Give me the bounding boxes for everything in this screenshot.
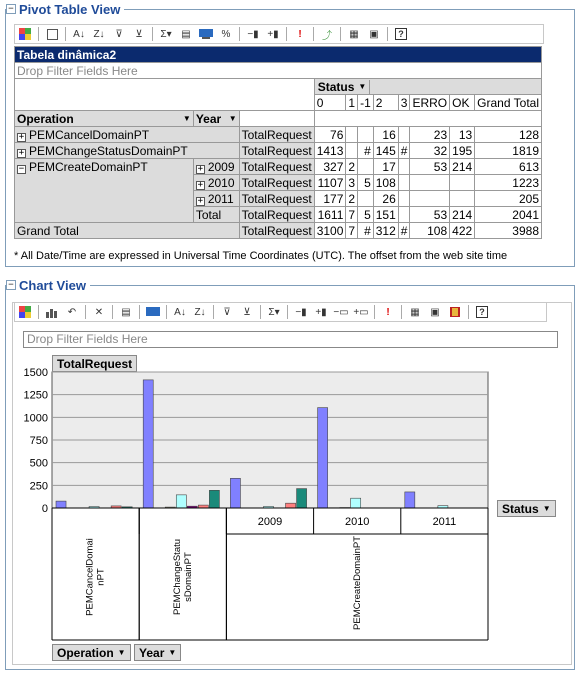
value-cell: 76 (314, 127, 346, 143)
properties-icon[interactable]: ▣ (430, 306, 440, 318)
value-cell (358, 191, 374, 207)
operation-tick-label: PEMCancelDomainPT (84, 538, 107, 616)
year-tick-label: 2011 (432, 516, 457, 528)
measure-cell: TotalRequest (239, 223, 314, 239)
section-title: Chart View (19, 277, 86, 293)
expand-icon[interactable]: − (18, 163, 25, 174)
expand-icon: + (197, 195, 204, 206)
show-as-icon[interactable]: % (221, 28, 231, 40)
value-cell: 5 (358, 175, 374, 191)
value-cell (398, 207, 410, 223)
value-cell: 195 (450, 143, 475, 159)
y-tick-label: 1000 (23, 412, 48, 425)
value-cell (358, 127, 374, 143)
refresh-icon[interactable]: ! (386, 306, 390, 318)
value-cell: 145 (373, 143, 398, 159)
year-cell[interactable]: + 2010 (193, 175, 239, 191)
chevron-down-icon: ▼ (182, 114, 191, 123)
pivot-section-header (6, 1, 124, 17)
pivot-table (14, 46, 542, 239)
expand-icon: + (197, 179, 204, 190)
status-column-header[interactable]: -1 (358, 95, 374, 111)
value-cell (398, 175, 410, 191)
y-tick-label: 0 (41, 503, 48, 515)
measure-cell: TotalRequest (239, 127, 314, 143)
value-cell: 32 (410, 143, 450, 159)
autofilter-icon[interactable]: ⊽ (223, 306, 231, 318)
value-cell: # (398, 223, 410, 239)
value-cell (398, 191, 410, 207)
operation-axis-button[interactable]: Operation ▼ (52, 644, 131, 661)
status-column-header[interactable]: OK (450, 95, 475, 111)
value-cell: 1611 (314, 207, 346, 223)
pivot-toolbar (14, 24, 544, 44)
measure-cell: TotalRequest (239, 175, 314, 191)
grand-total-row (15, 223, 542, 239)
expand-icon[interactable]: +▮ (315, 306, 327, 318)
chevron-down-icon: ▼ (117, 648, 126, 657)
chart-drop-filter-zone[interactable]: Drop Filter Fields Here (23, 331, 558, 348)
value-cell: 26 (373, 191, 398, 207)
chevron-down-icon: ▼ (228, 114, 237, 123)
autofilter-icon[interactable]: ⊽ (115, 28, 123, 40)
status-column-header[interactable]: 3 (398, 95, 410, 111)
operation-cell[interactable] (15, 159, 194, 175)
value-cell: 108 (410, 223, 450, 239)
value-cell (358, 159, 374, 175)
table-row (15, 191, 542, 207)
status-field-button[interactable]: Status ▼ (315, 80, 371, 94)
value-cell (410, 191, 450, 207)
value-cell: 2041 (475, 207, 542, 223)
help-icon[interactable]: ? (473, 304, 491, 320)
autocalc-icon[interactable]: Σ▾ (268, 306, 280, 318)
value-cell: 214 (450, 159, 475, 175)
value-cell: # (398, 143, 410, 159)
value-cell: 2 (346, 159, 358, 175)
expand-icon[interactable]: + (18, 147, 25, 158)
sort-ascending-icon[interactable]: A↓ (174, 306, 186, 318)
office-logo-icon[interactable] (16, 26, 34, 42)
value-cell: 16 (373, 127, 398, 143)
measure-field-button[interactable]: TotalRequest (52, 355, 137, 372)
year-cell[interactable]: + 2009 (193, 159, 239, 175)
value-cell: 5 (358, 207, 374, 223)
value-cell: 7 (346, 207, 358, 223)
status-column-header[interactable]: 1 (346, 95, 358, 111)
properties-icon[interactable]: ▣ (369, 28, 379, 40)
operation-label: PEMCancelDomainPT (29, 127, 150, 142)
operation-label: PEMCreateDomainPT (29, 159, 148, 174)
value-cell: 13 (450, 127, 475, 143)
copy-icon[interactable] (43, 26, 61, 42)
pivot-body (15, 127, 542, 239)
value-cell: 205 (475, 191, 542, 207)
y-tick-label: 500 (29, 457, 48, 470)
value-cell: 23 (410, 127, 450, 143)
status-legend-button[interactable]: Status ▼ (497, 500, 556, 517)
value-cell: 3988 (475, 223, 542, 239)
status-column-header[interactable]: 0 (314, 95, 346, 111)
chevron-down-icon: ▼ (168, 648, 177, 657)
value-cell (346, 143, 358, 159)
value-cell: 128 (475, 127, 542, 143)
chevron-down-icon: ▼ (542, 504, 551, 513)
table-row (15, 159, 542, 175)
sort-ascending-icon[interactable]: A↓ (73, 28, 85, 40)
value-cell: 177 (314, 191, 346, 207)
value-cell (346, 127, 358, 143)
delete-icon[interactable]: ✕ (94, 306, 104, 318)
value-cell: 108 (373, 175, 398, 191)
year-cell[interactable]: Total (193, 207, 239, 223)
show-top-bottom-icon[interactable]: ⊻ (243, 306, 251, 318)
sort-descending-icon[interactable]: Z↓ (93, 28, 105, 40)
y-tick-label: 250 (29, 480, 48, 493)
year-tick-label: 2010 (344, 516, 370, 528)
help-icon[interactable]: ? (392, 26, 410, 42)
field-list-icon[interactable]: ▦ (410, 306, 420, 318)
expand-icon[interactable]: + (18, 131, 25, 142)
operation-tick-label: PEMCreateDomainPT (352, 536, 364, 630)
value-cell: 3100 (314, 223, 346, 239)
operation-label: PEMChangeStatusDomainPT (29, 143, 188, 158)
drop-filter-zone[interactable]: Drop Filter Fields Here (15, 63, 542, 79)
value-cell: 613 (475, 159, 542, 175)
value-cell: 2 (346, 191, 358, 207)
value-cell: 1413 (314, 143, 346, 159)
operation-cell[interactable] (15, 127, 240, 143)
year-axis-button[interactable]: Year ▼ (134, 644, 181, 661)
operation-field-button[interactable]: Operation ▼ (17, 111, 191, 126)
chevron-down-icon: ▼ (358, 82, 367, 91)
undo-icon[interactable]: ↶ (67, 306, 77, 318)
sort-descending-icon[interactable]: Z↓ (194, 306, 206, 318)
value-cell: 1819 (475, 143, 542, 159)
autocalc-icon[interactable]: Σ▾ (160, 28, 172, 40)
calculated-totals-icon[interactable] (197, 26, 215, 42)
collapse-icon[interactable]: − (6, 280, 16, 290)
chart-section-header (6, 277, 90, 293)
value-cell: 53 (410, 159, 450, 175)
value-cell: 422 (450, 223, 475, 239)
y-tick-label: 1500 (23, 367, 48, 379)
collapse-icon[interactable]: − (6, 4, 16, 14)
operation-tick-label: PEMChangeStatusDomainPT (171, 538, 194, 616)
value-cell (410, 175, 450, 191)
legend-icon[interactable]: ▤ (121, 306, 131, 318)
year-cell[interactable]: + 2011 (193, 191, 239, 207)
pivot-table-name: Tabela dinâmica2 (15, 47, 542, 63)
section-title: Pivot Table View (19, 1, 121, 17)
year-tick-label: 2009 (257, 516, 283, 528)
grand-total-label: Grand Total (15, 223, 240, 239)
drill-in-icon[interactable]: +▭ (353, 306, 369, 318)
value-cell: 53 (410, 207, 450, 223)
status-column-header[interactable]: Grand Total (475, 95, 542, 111)
year-field-button[interactable]: Year ▼ (195, 111, 237, 126)
value-cell (450, 175, 475, 191)
measure-cell: TotalRequest (239, 207, 314, 223)
value-cell: # (358, 143, 374, 159)
expand-icon: + (197, 163, 204, 174)
value-cell: 312 (373, 223, 398, 239)
refresh-icon[interactable]: ! (298, 28, 302, 40)
operation-cell[interactable] (15, 143, 240, 159)
collapse-icon[interactable]: −▮ (295, 306, 307, 318)
value-cell: 17 (373, 159, 398, 175)
value-cell (398, 127, 410, 143)
field-list-icon[interactable]: ▦ (349, 28, 359, 40)
measure-cell: TotalRequest (239, 159, 314, 175)
value-cell (450, 191, 475, 207)
collapse-icon[interactable]: −▮ (247, 28, 259, 40)
table-row (15, 175, 542, 191)
value-cell: 214 (450, 207, 475, 223)
table-row (15, 127, 542, 143)
status-column-header[interactable]: 2 (373, 95, 398, 111)
drill-out-icon[interactable]: −▭ (333, 306, 349, 318)
value-cell (398, 159, 410, 175)
show-top-bottom-icon[interactable]: ⊻ (135, 28, 143, 40)
value-cell: 151 (373, 207, 398, 223)
export-to-excel-icon[interactable]: ⤴ (322, 30, 332, 42)
y-tick-label: 750 (29, 435, 48, 447)
table-row (15, 143, 542, 159)
status-column-header[interactable]: ERRO (410, 95, 450, 111)
value-cell: 3 (346, 175, 358, 191)
expand-icon[interactable]: +▮ (267, 28, 279, 40)
value-cell: # (358, 223, 374, 239)
value-cell: 1107 (314, 175, 346, 191)
value-cell: 327 (314, 159, 346, 175)
utc-footnote: * All Date/Time are expressed in Universal Time Coordinates (UTC). The offset from the web site time (14, 250, 508, 262)
measure-cell: TotalRequest (239, 143, 314, 159)
subtotal-icon[interactable]: ▤ (181, 28, 191, 40)
table-row (15, 207, 542, 223)
value-cell: 1223 (475, 175, 542, 191)
y-tick-label: 1250 (23, 389, 48, 402)
value-cell: 7 (346, 223, 358, 239)
measure-cell: TotalRequest (239, 191, 314, 207)
